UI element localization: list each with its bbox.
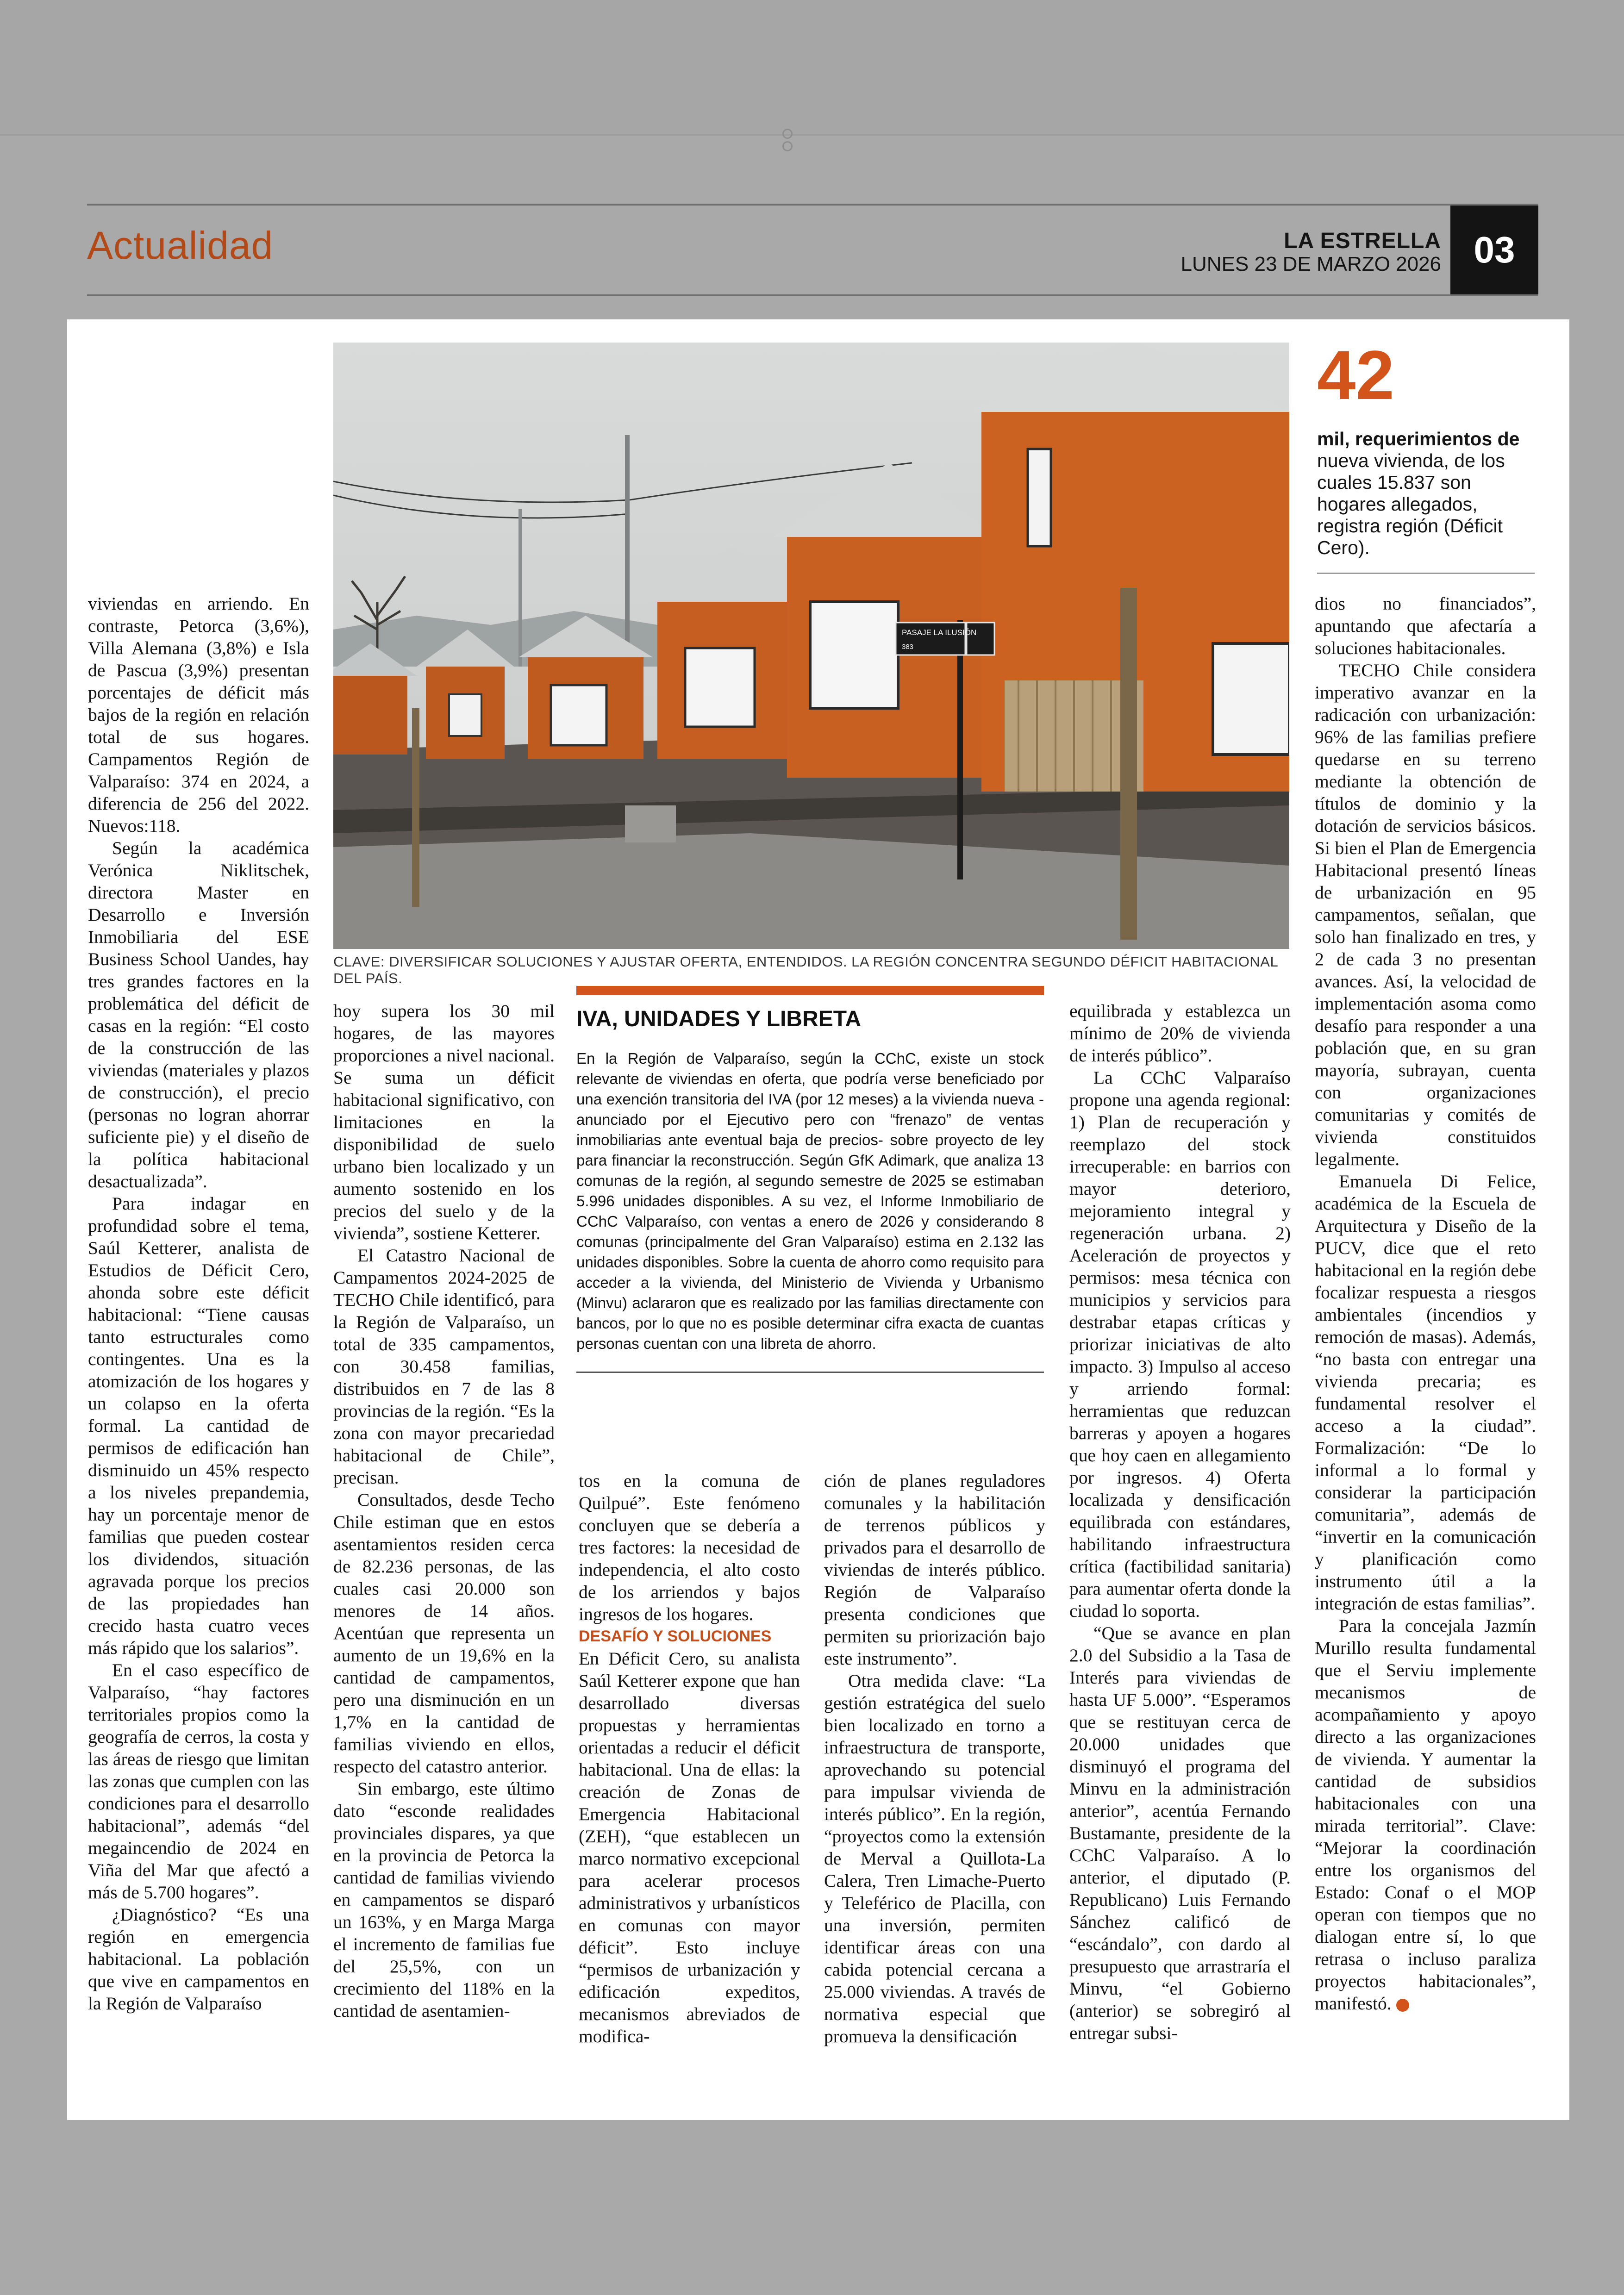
street-sign-number: 383	[902, 643, 914, 651]
street-sign-text: PASAJE LA ILUSIÓN	[902, 628, 977, 637]
masthead	[1181, 230, 1441, 276]
paragraph: Según la académica Verónica Niklitschek, directora Master en Desarrollo e Inversión Inmobiliaria del ESE Business School Uandes, hay tres grandes factores en la problemática del déficit de casas en la región: “El costo de la construcción de las viviendas (materiales y plazos de construcción), el precio (personas no logran ahorrar suficiente pie) y el diseño de la política habitacional desactualizada”.	[88, 838, 309, 1191]
paragraph: Emanuela Di Felice, académica de la Escuela de Arquitectura y Diseño de la PUCV, dice que el reto habitacional en la región debe focalizar respuesta a riesgos ambientales (incendios y remoción de masas). Además, “no basta con entregar una vivienda precaria; es fundamental resolver el acceso a la ciudad”. Formalización: “De lo informal a lo formal y considerar la participación comunitaria”, además de “invertir en la comunicación y planificación como instrumento útil a la integración de estas familias”.	[1315, 1171, 1536, 1614]
stat-text	[1317, 428, 1539, 559]
paragraph	[1315, 1615, 1536, 2014]
stat-divider	[1317, 573, 1535, 574]
column-6	[1315, 592, 1536, 2014]
scroll-dot-icon	[782, 129, 793, 139]
paragraph: Para indagar en profundidad sobre el tema, Saúl Ketterer, analista de Estudios de Déficit Cero, ahonda sobre este déficit habitacional: “Tiene causas tanto estructurales como contingentes. Una es la atomización de los hogares y un colapso en la oferta formal. La cantidad de permisos de edificación han disminuido un 45% respecto a los niveles prepandemia, hay un porcentaje menor de familias que pueden costear los dividendos, situación agravada porque los precios de las propiedades han crecido hasta cuatro veces más rápido que los salarios”.	[88, 1193, 309, 1658]
paragraph: Sin embargo, este último dato “esconde realidades provinciales dispares, ya que en la provincia de Petorca la cantidad de familias viviendo en campamentos se disparó un 163%, y en Marga Marga el incremento de familias fue del 25,5%, con un crecimiento del 118% en la cantidad de asentamien-	[333, 1778, 555, 2021]
article-sheet	[67, 319, 1569, 2120]
column-5	[1069, 1000, 1291, 2044]
paragraph: equilibrada y establezca un mínimo de 20% de vivienda de interés público”.	[1069, 1001, 1291, 1066]
article-end-icon	[1396, 1999, 1409, 2012]
column-3	[579, 1470, 800, 2047]
paragraph: viviendas en arriendo. En contraste, Petorca (3,6%), Villa Alemana (3,8%) e Isla de Pascua (3,9%) presentan porcentajes de déficit más bajos de la región en relación total de sus hogares. Campamentos Región de Valparaíso: 374 en 2024, a diferencia de 256 del 2022. Nuevos:118.	[88, 593, 309, 836]
paragraph: dios no financiados”, apuntando que afectaría a soluciones habitacionales.	[1315, 593, 1536, 658]
paragraph-text: Para la concejala Jazmín Murillo resulta fundamental que el Serviu implemente mecanismos de acompañamiento y apoyo directo a las organizaciones de vivienda. Y aumentar la cantidad de subsidios habitacionales con una mirada territorial”. Clave: “Mejorar la coordinación entre los organismos del Estado: Conaf o el MOP operan con tiempos que no dialogan entre sí, lo que retrasa o incluso paraliza proyectos habitacionales”, manifestó.	[1315, 1615, 1536, 2014]
column-4	[824, 1470, 1045, 2047]
paragraph: hoy supera los 30 mil hogares, de las mayores proporciones a nivel nacional. Se suma un déficit habitacional significativo, con limitaciones en la disponibilidad de suelo urbano bien localizado y un aumento sostenido en los precios del suelo y de la vivienda”, sostiene Ketterer.	[333, 1001, 555, 1243]
photo-caption: CLAVE: DIVERSIFICAR SOLUCIONES Y AJUSTAR OFERTA, ENTENDIDOS. LA REGIÓN CONCENTRA SEGUNDO DÉFICIT HABITACIONAL DEL PAÍS.	[333, 954, 1278, 986]
paragraph: “Que se avance en plan 2.0 del Subsidio a la Tasa de Interés para viviendas de hasta UF 5.000”. “Esperamos que se restituyan cerca de 20.000 unidades que disminuyó el programa del Minvu en la administración anterior”, acentúa Fernando Bustamante, presidente de la CChC Valparaíso. A lo anterior, el diputado (P. Republicano) Luis Fernando Sánchez calificó de “escándalo”, con dardo al presupuesto que arrastraría el Minvu, “el Gobierno (anterior) se sobregiró al entregar subsi-	[1069, 1623, 1291, 2043]
page-scroll-indicator[interactable]	[782, 129, 810, 141]
subhead: DESAFÍO Y SOLUCIONES	[579, 1628, 772, 1645]
newspaper-name: LA ESTRELLA	[1284, 229, 1441, 253]
stat-highlight	[1317, 336, 1539, 574]
paragraph: Otra medida clave: “La gestión estratégica del suelo bien localizado en torno a infraestructura de transporte, aprovechando su potencial para impulsar vivienda de interés público”. En la región, “proyectos como la extensión de Merval a Quillota-La Calera, Tren Limache-Puerto y Teleférico de Placilla, con una inversión, permiten identificar áreas con una cabida potencial cercana a 25.000 viviendas. A través de normativa especial que promueva la densificación	[824, 1671, 1045, 2046]
paragraph: En Déficit Cero, su analista Saúl Ketterer expone que han desarrollado diversas propuestas y herramientas orientadas a reducir el déficit habitacional. Una de ellas: la creación de Zonas de Emergencia Habitacional (ZEH), “que establecen un marco normativo excepcional para acelerar procesos administrativos y urbanísticos en comunas con mayor déficit”. Esto incluye “permisos de urbanización y edificación expeditos, mecanismos abreviados de modifica-	[579, 1648, 800, 2046]
viewer-top-bar	[0, 0, 1624, 136]
page-header	[87, 204, 1538, 296]
info-box-title: IVA, UNIDADES Y LIBRETA	[576, 1007, 862, 1031]
paragraph: ¿Diagnóstico? “Es una región en emergencia habitacional. La población que vive en campamentos en la Región de Valparaíso	[88, 1904, 309, 2014]
issue-date: LUNES 23 DE MARZO 2026	[1181, 253, 1441, 275]
paragraph: En el caso específico de Valparaíso, “hay factores territoriales propios como la geografía de cerros, la costa y las áreas de riesgo que limitan las zonas que cumplen con las condiciones para el desarrollo habitacional”, además “del megaincendio de 2024 en Viña del Mar que afectó a más de 5.700 hogares”.	[88, 1660, 309, 1902]
stat-number: 42	[1317, 336, 1394, 414]
scroll-dot-icon	[782, 141, 793, 151]
paragraph: ción de planes reguladores comunales y la habilitación de terrenos públicos y privados para el desarrollo de viviendas de interés público. Región de Valparaíso presenta condiciones que permiten su priorización bajo este instrumento”.	[824, 1471, 1045, 1669]
stat-body: nueva vivienda, de los cuales 15.837 son hogares allegados, registra región (Déficit Cero).	[1317, 450, 1505, 558]
stat-lead: mil, requerimientos de	[1317, 428, 1520, 449]
info-box-body: En la Región de Valparaíso, según la CChC, existe un stock relevante de viviendas en oferta, que podría verse beneficiado por una exención transitoria del IVA (por 12 meses) a la vivienda nueva -anunciado por el Ejecutivo pero con “frenazo” de ventas inmobiliarias ante eventual baja de precios- sobre proyecto de ley para financiar la reconstrucción. Según GfK Adimark, que analiza 13 comunas de la región, al segundo semestre de 2025 se estimaban 5.996 unidades disponibles. A su vez, el Informe Inmobiliario de CChC Valparaíso, con ventas a enero de 2026 y considerando 8 comunas (principalmente del Gran Valparaíso) estima en 2.132 las unidades disponibles. Sobre la cuenta de ahorro como requisito para acceder a la vivienda, del Ministerio de Vivienda y Urbanismo (Minvu) aclararon que es realizado por las familias directamente con bancos, por lo que no es posible determinar cifra exacta de cuantas personas cuentan con una libreta de ahorro.	[576, 1050, 1044, 1352]
column-1	[88, 592, 309, 2014]
section-title: Actualidad	[87, 224, 274, 267]
paragraph: La CChC Valparaíso propone una agenda regional: 1) Plan de recuperación y reemplazo del stock irrecuperable: en barrios con mayor deterioro, mejoramiento integral y regeneración urbana. 2) Aceleración de proyectos y permisos: mesa técnica con municipios y servicios para destrabar etapas críticas y priorizar iniciativas de alto impacto. 3) Impulso al acceso y arriendo formal: herramientas que reduzcan barreras y apoyen a hogares que hoy caen en allegamiento por ingresos. 4) Oferta localizada y densificación equilibrada con estándares, habilitando infraestructura crítica (factibilidad sanitaria) para aumentar oferta donde la ciudad lo soporta.	[1069, 1067, 1291, 1621]
info-box	[576, 986, 1044, 1373]
paragraph: Consultados, desde Techo Chile estiman que en estos asentamientos residen cerca de 82.236 personas, de las cuales casi 20.000 son menores de 14 años. Acentúan que representa un aumento de un 19,6% en la cantidad de campamentos, pero una disminución en un 1,7% en la cantidad de familias viviendo en ellos, respecto del catastro anterior.	[333, 1490, 555, 1777]
paragraph: El Catastro Nacional de Campamentos 2024-2025 de TECHO Chile identificó, para la Región de Valparaíso, un total de 335 campamentos, con 30.458 familias, distribuidos en 7 de las 8 provincias de la región. “Es la zona con mayor precariedad habitacional de Chile”, precisan.	[333, 1245, 555, 1488]
page-number: 03	[1450, 206, 1538, 294]
column-2	[333, 1000, 555, 2022]
paragraph: tos en la comuna de Quilpué”. Este fenómeno concluyen que se debería a tres factores: la necesidad de independencia, el alto costo de los arriendos y bajos ingresos de los hogares.	[579, 1471, 800, 1624]
housing-photo-illustration	[333, 343, 1289, 949]
article-photo	[333, 343, 1289, 949]
paragraph: TECHO Chile considera imperativo avanzar en la radicación con urbanización: 96% de las familias prefiere quedarse en su terreno mediante la obtención de títulos de dominio y la dotación de servicios básicos. Si bien el Plan de Emergencia Habitacional presentó líneas de urbanización en 95 campamentos, señalan, que solo han finalizado en tres, y 2 de cada 3 no presentan avances. Así, la velocidad de implementación asoma como desafío para responder a una población que, en su gran mayoría, subrayan, cuenta con organizaciones comunitarias y comités de vivienda constituidos legalmente.	[1315, 660, 1536, 1169]
info-box-accent-bar	[576, 986, 1044, 995]
